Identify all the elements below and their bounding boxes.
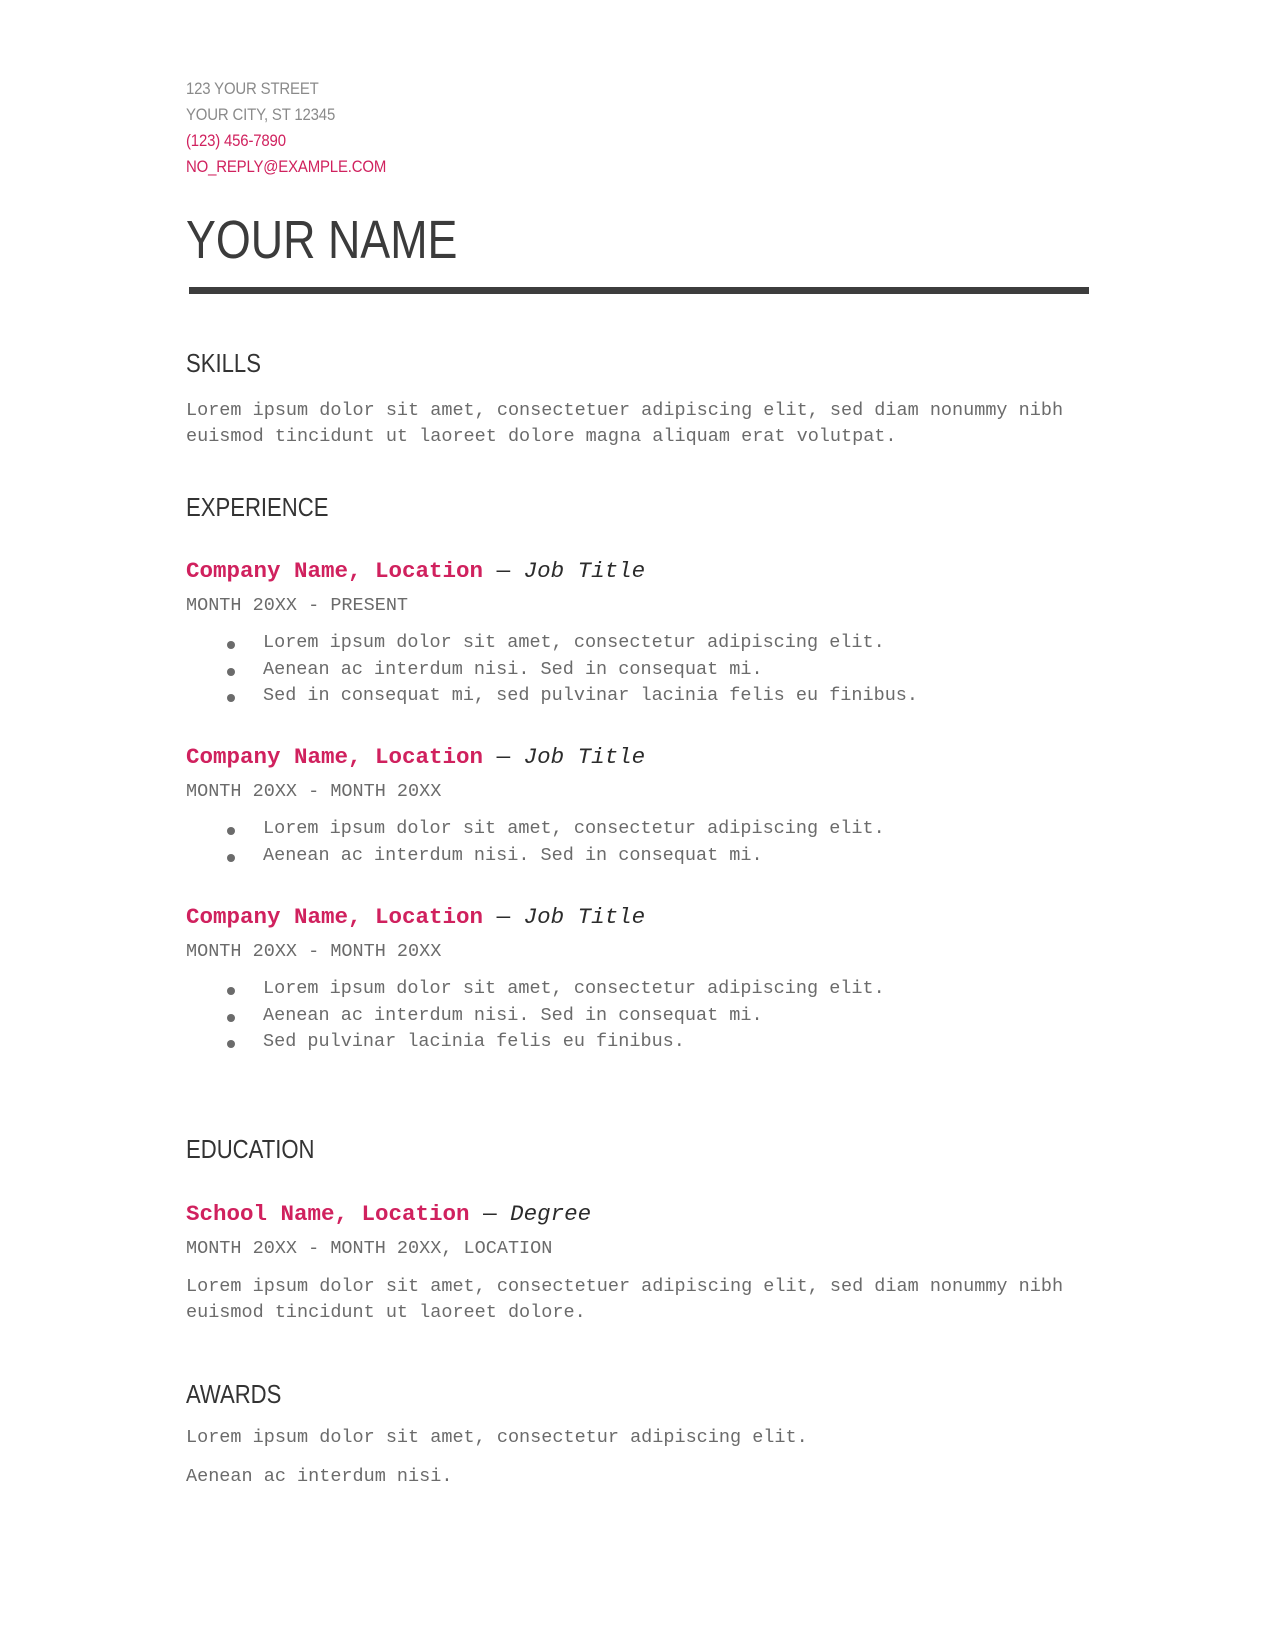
job-role: Job Title bbox=[523, 904, 646, 930]
job-dates: MONTH 20XX - PRESENT bbox=[186, 595, 409, 616]
bullet-text: Aenean ac interdum nisi. Sed in consequat mi. bbox=[263, 844, 763, 866]
bullet-icon bbox=[227, 1014, 235, 1022]
list-item bbox=[186, 630, 918, 657]
bullet-icon bbox=[227, 641, 235, 649]
bullet-text: Aenean ac interdum nisi. Sed in consequat mi. bbox=[263, 658, 763, 680]
job-title-line bbox=[186, 557, 645, 585]
bullet-icon bbox=[227, 987, 235, 995]
job-company: Company Name, Location bbox=[186, 744, 484, 770]
experience-heading: EXPERIENCE bbox=[186, 492, 329, 522]
job-company: Company Name, Location bbox=[186, 558, 484, 584]
award-item: Aenean ac interdum nisi. bbox=[186, 1466, 453, 1487]
education-heading: EDUCATION bbox=[186, 1134, 315, 1164]
title-dash: — bbox=[496, 558, 511, 584]
school-name: School Name, Location bbox=[186, 1201, 470, 1227]
job-bullets bbox=[186, 976, 885, 1056]
education-text: Lorem ipsum dolor sit amet, consectetuer adipiscing elit, sed diam nonummy nibh euismod tincidunt ut laoreet dolore. bbox=[186, 1276, 1064, 1323]
contact-phone: (123) 456-7890 bbox=[186, 131, 286, 150]
name-divider bbox=[189, 287, 1089, 294]
bullet-icon bbox=[227, 1040, 235, 1048]
award-item: Lorem ipsum dolor sit amet, consectetur adipiscing elit. bbox=[186, 1427, 808, 1448]
title-dash: — bbox=[496, 904, 511, 930]
resume-name: YOUR NAME bbox=[186, 210, 458, 270]
bullet-text: Lorem ipsum dolor sit amet, consectetur adipiscing elit. bbox=[263, 978, 885, 999]
list-item bbox=[186, 1003, 885, 1030]
title-dash: — bbox=[483, 1201, 497, 1227]
list-item bbox=[186, 976, 885, 1003]
job-role: Job Title bbox=[523, 744, 646, 770]
bullet-icon bbox=[227, 668, 235, 676]
list-item bbox=[186, 1029, 885, 1056]
bullet-text: Sed pulvinar lacinia felis eu finibus. bbox=[263, 1031, 685, 1052]
degree: Degree bbox=[510, 1201, 592, 1227]
bullet-text: Lorem ipsum dolor sit amet, consectetur adipiscing elit. bbox=[263, 818, 885, 839]
contact-email: NO_REPLY@EXAMPLE.COM bbox=[186, 157, 387, 176]
title-dash: — bbox=[496, 744, 511, 770]
awards-heading: AWARDS bbox=[186, 1379, 282, 1409]
bullet-icon bbox=[227, 827, 235, 835]
list-item bbox=[186, 683, 918, 710]
skills-text: Lorem ipsum dolor sit amet, consectetuer adipiscing elit, sed diam nonummy nibh euismod tincidunt ut laoreet dolore magna aliquam erat volutpat. bbox=[186, 400, 1064, 447]
list-item bbox=[186, 657, 918, 684]
job-title-line bbox=[186, 903, 645, 931]
job-dates: MONTH 20XX - MONTH 20XX bbox=[186, 941, 442, 962]
contact-city: YOUR CITY, ST 12345 bbox=[186, 105, 336, 124]
contact-block bbox=[186, 76, 386, 180]
education-title-line bbox=[186, 1200, 591, 1228]
skills-heading: SKILLS bbox=[186, 348, 261, 378]
list-item bbox=[186, 843, 885, 870]
list-item bbox=[186, 816, 885, 843]
bullet-icon bbox=[227, 694, 235, 702]
bullet-text: Aenean ac interdum nisi. Sed in consequat mi. bbox=[263, 1004, 763, 1026]
job-dates: MONTH 20XX - MONTH 20XX bbox=[186, 781, 442, 802]
job-role: Job Title bbox=[523, 558, 646, 584]
bullet-text: Lorem ipsum dolor sit amet, consectetur adipiscing elit. bbox=[263, 632, 885, 653]
job-bullets bbox=[186, 630, 918, 710]
contact-street: 123 YOUR STREET bbox=[186, 79, 319, 98]
education-dates: MONTH 20XX - MONTH 20XX, LOCATION bbox=[186, 1238, 553, 1259]
job-company: Company Name, Location bbox=[186, 904, 484, 930]
job-bullets bbox=[186, 816, 885, 869]
bullet-icon bbox=[227, 854, 235, 862]
bullet-text: Sed in consequat mi, sed pulvinar lacinia felis eu finibus. bbox=[263, 685, 919, 706]
job-title-line bbox=[186, 743, 645, 771]
